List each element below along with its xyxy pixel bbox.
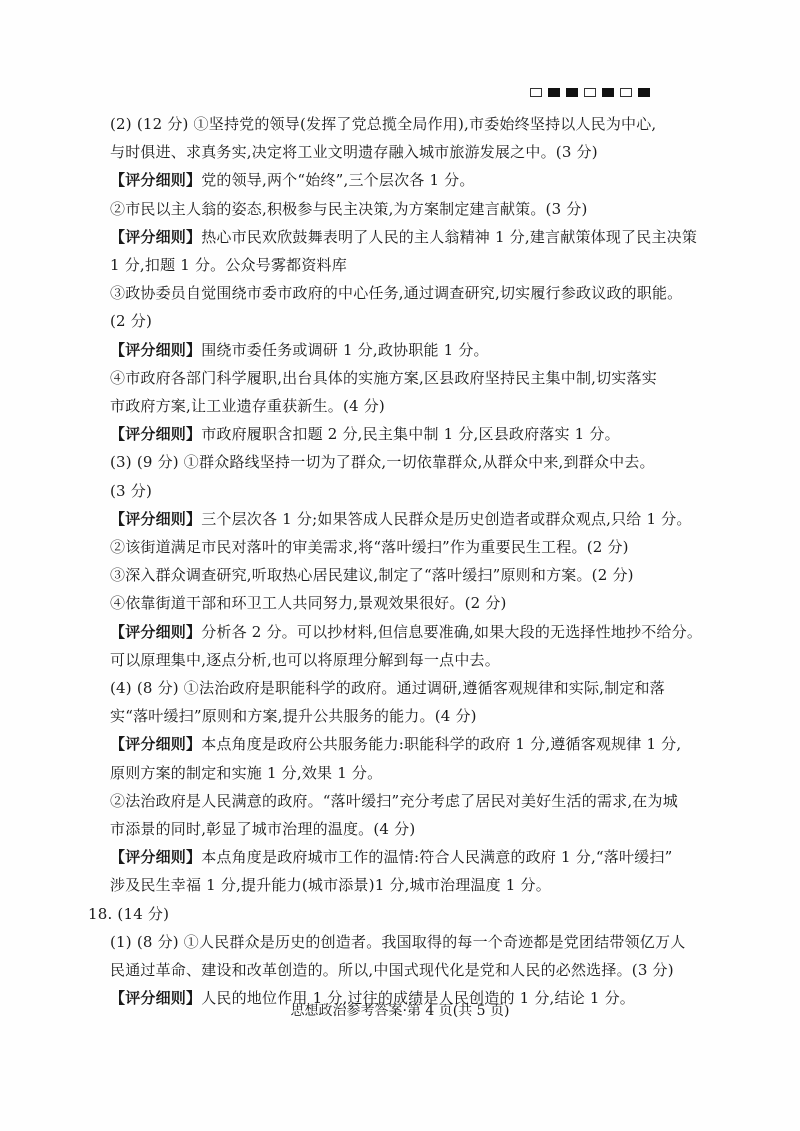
solid-square-mark — [638, 88, 650, 97]
solid-square-mark — [548, 88, 560, 97]
text-line — [110, 928, 700, 956]
text-line — [110, 561, 700, 589]
text-line — [110, 759, 700, 787]
page-footer: 思想政治参考答案·第 4 页(共 5 页) — [290, 1003, 510, 1019]
page-marks — [530, 88, 650, 97]
scoring-detail-tag: 【评分细则】 — [110, 425, 202, 444]
line-text: 分析各 2 分。可以抄材料,但信息要准确,如果大段的无选择性地抄不给分。 — [201, 622, 703, 641]
line-text: 本点角度是政府城市工作的温情:符合人民满意的政府 1 分,“落叶缓扫” — [201, 848, 673, 867]
scoring-detail-tag: 【评分细则】 — [110, 735, 202, 754]
text-line — [110, 166, 700, 194]
text-line — [110, 223, 700, 251]
line-text: (3 分) — [110, 481, 153, 500]
text-line — [110, 589, 700, 617]
text-line — [110, 618, 703, 646]
line-text: 人民的地位作用 1 分,过往的成绩是人民创造的 1 分,结论 1 分。 — [201, 989, 635, 1008]
line-text: ②法治政府是人民满意的政府。“落叶缓扫”充分考虑了居民对美好生活的需求,在为城 — [110, 791, 678, 810]
line-text: 本点角度是政府公共服务能力:职能科学的政府 1 分,遵循客观规律 1 分, — [201, 735, 682, 754]
text-line — [110, 110, 700, 138]
text-line — [110, 815, 700, 843]
text-line — [110, 364, 700, 392]
solid-square-mark — [566, 88, 578, 97]
line-text: 1 分,扣题 1 分。公众号雾都资料库 — [110, 256, 347, 275]
line-text: ④市政府各部门科学履职,出台具体的实施方案,区县政府坚持民主集中制,切实落实 — [110, 368, 657, 387]
line-text: 围绕市委任务或调研 1 分,政协职能 1 分。 — [201, 340, 489, 359]
line-text: 涉及民生幸福 1 分,提升能力(城市添景)1 分,城市治理温度 1 分。 — [110, 876, 551, 895]
solid-square-mark — [602, 88, 614, 97]
text-line — [110, 646, 700, 674]
line-text: ④依靠街道干部和环卫工人共同努力,景观效果很好。(2 分) — [110, 594, 507, 613]
text-line — [110, 138, 700, 166]
text-line — [110, 871, 700, 899]
hollow-square-mark — [620, 88, 632, 97]
line-text: 与时俱进、求真务实,决定将工业文明遗存融入城市旅游发展之中。(3 分) — [110, 143, 598, 162]
answer-content — [88, 110, 703, 1013]
text-line — [110, 420, 700, 448]
line-text: ②市民以主人翁的姿态,积极参与民主决策,为方案制定建言献策。(3 分) — [110, 199, 588, 218]
line-text: 市添景的同时,彰显了城市治理的温度。(4 分) — [110, 820, 416, 839]
hollow-square-mark — [584, 88, 596, 97]
scoring-detail-tag: 【评分细则】 — [110, 989, 202, 1008]
line-text: 党的领导,两个“始终”,三个层次各 1 分。 — [201, 171, 475, 190]
text-line — [88, 900, 700, 928]
text-line — [110, 843, 700, 871]
scoring-detail-tag: 【评分细则】 — [110, 227, 202, 246]
text-line — [110, 336, 700, 364]
question-number: 18. (14 分) — [88, 904, 170, 923]
text-line — [110, 307, 700, 335]
text-line — [110, 956, 700, 984]
text-line — [110, 533, 700, 561]
scoring-detail-tag: 【评分细则】 — [110, 848, 202, 867]
text-line — [110, 195, 700, 223]
line-text: 市政府履职含扣题 2 分,民主集中制 1 分,区县政府落实 1 分。 — [201, 425, 620, 444]
scoring-detail-tag: 【评分细则】 — [110, 171, 202, 190]
line-text: (1) (8 分) ①人民群众是历史的创造者。我国取得的每一个奇迹都是党团结带领亿万人 — [110, 932, 686, 951]
line-text: 可以原理集中,逐点分析,也可以将原理分解到每一点中去。 — [110, 650, 500, 669]
scoring-detail-tag: 【评分细则】 — [110, 340, 202, 359]
line-text: ②该街道满足市民对落叶的审美需求,将“落叶缓扫”作为重要民生工程。(2 分) — [110, 538, 629, 557]
line-text: (4) (8 分) ①法治政府是职能科学的政府。通过调研,遵循客观规律和实际,制定和落 — [110, 679, 665, 698]
text-line — [110, 787, 700, 815]
text-line — [110, 448, 700, 476]
line-text: (3) (9 分) ①群众路线坚持一切为了群众,一切依靠群众,从群众中来,到群众中去。 — [110, 453, 655, 472]
text-line — [110, 674, 700, 702]
line-text: ③深入群众调查研究,听取热心居民建议,制定了“落叶缓扫”原则和方案。(2 分) — [110, 566, 634, 585]
line-text: (2 分) — [110, 312, 153, 331]
scoring-detail-tag: 【评分细则】 — [110, 509, 202, 528]
text-line — [110, 251, 700, 279]
text-line — [110, 279, 700, 307]
line-text: (2) (12 分) ①坚持党的领导(发挥了党总揽全局作用),市委始终坚持以人民为中心, — [110, 115, 657, 133]
text-line — [110, 505, 700, 533]
line-text: 原则方案的制定和实施 1 分,效果 1 分。 — [110, 763, 383, 782]
line-text: 热心市民欢欣鼓舞表明了人民的主人翁精神 1 分,建言献策体现了民主决策 — [201, 227, 698, 246]
line-text: 实“落叶缓扫”原则和方案,提升公共服务的能力。(4 分) — [110, 707, 477, 726]
text-line — [110, 392, 700, 420]
text-line — [110, 702, 700, 730]
hollow-square-mark — [530, 88, 542, 97]
line-text: 市政府方案,让工业遗存重获新生。(4 分) — [110, 397, 385, 416]
scoring-detail-tag: 【评分细则】 — [110, 622, 202, 641]
line-text: 民通过革命、建设和改革创造的。所以,中国式现代化是党和人民的必然选择。(3 分) — [110, 961, 674, 980]
text-line — [110, 477, 700, 505]
line-text: 三个层次各 1 分;如果答成人民群众是历史创造者或群众观点,只给 1 分。 — [201, 509, 692, 528]
text-line — [110, 730, 700, 758]
line-text: ③政协委员自觉围绕市委市政府的中心任务,通过调查研究,切实履行参政议政的职能。 — [110, 284, 683, 303]
